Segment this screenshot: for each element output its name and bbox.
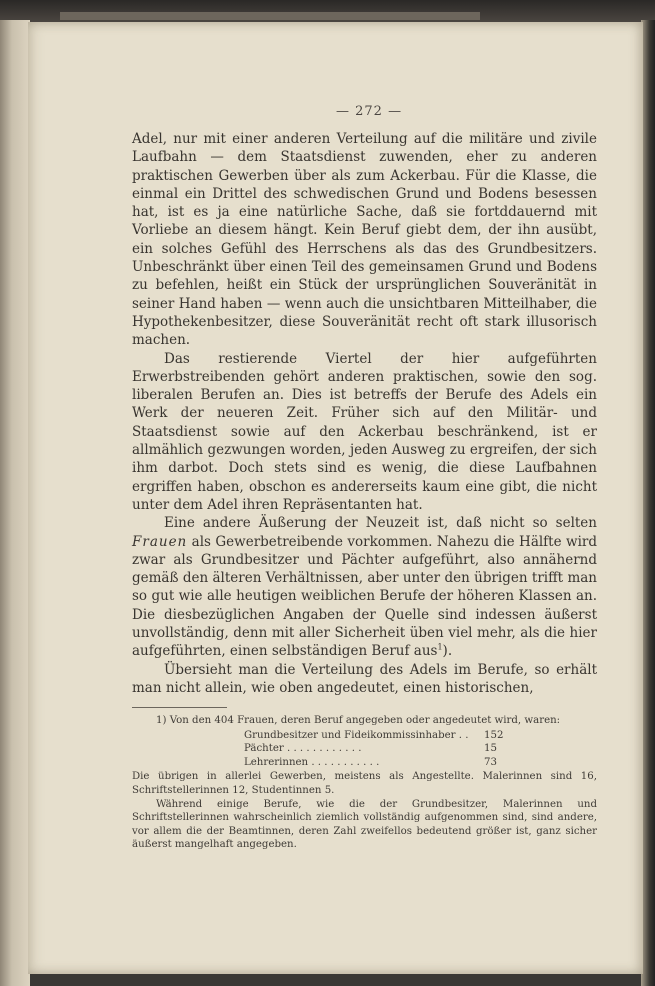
footnote-row-value: 152 [484,729,504,741]
footnote-paragraph-2: Während einige Berufe, wie die der Grundbesitzer, Malerinnen und Schriftstellerinnen wahrscheinlich ziemlich vollständig aufgenommen sind, sind andere, vor allem die der Beamtinnen, deren Zahl zweifellos bedeutend größer ist, ganz sicher äußerst mangelhaft angegeben. [132,798,597,851]
footnote-rest: Die übrigen in allerlei Gewerben, meistens als Angestellte. Malerinnen sind 16, Schriftstellerinnen 12, Studentinnen 5. [132,771,597,796]
paragraph-3-end: ). [442,643,453,660]
emphasis-frauen: Frauen [132,533,188,550]
footnote-reference[interactable]: 1 [437,642,443,652]
paragraph-4: Übersieht man die Verteilung des Adels im Berufe, so erhält man nicht allein, wie oben angedeutet, einen historischen, [132,661,597,696]
paragraph-2: Das restierende Viertel der hier aufgeführten Erwerbstreibenden gehört anderen praktischen, sowie den sog. liberalen Berufen an. Dies ist betreffs der Berufe des Adels ein Werk der neueren Zeit. Früher sich auf den Militär- und Staatsdienst sowie auf den Ackerbau beschränkend, ist er allmählich gezwungen worden, jeden Ausweg zu ergreifen, der sich ihm darbot. Doch stets sind es wenig, die diese Laufbahnen ergriffen haben, obschon es andererseits kaum eine gibt, die nicht unter dem Adel ihren Repräsentanten hat. [132,350,597,513]
footnote-table [244,729,597,770]
book-gutter-left [0,20,30,986]
footnote-row-value: 73 [484,756,497,768]
footnote-row-label: Pächter . . . . . . . . . . . . [244,743,362,755]
paragraph-1: Adel, nur mit einer anderen Verteilung auf die militäre und zivile Laufbahn — dem Staatsdienst zuwenden, eher zu anderen praktischen Gewerben über als zum Ackerbau. Für die Klasse, die einmal ein Drittel des schwedischen Grund und Bodens besessen hat, ist es ja eine natürliche Sache, daß sie fortddauernd mit Vorliebe an diesem hängt. Kein Beruf giebt dem, der ihn ausübt, ein solches Gefühl des Herrschens als das des Grundbesitzers. Unbeschränkt über einen Teil des gemeinsamen Grund und Bodens zu befehlen, heißt ein Stück der ursprünglichen Souveränität in seiner Hand haben — wenn auch die unsichtbaren Mitteilhaber, die Hypothekenbesitzer, diese Souveränität recht oft stark illusorisch machen. [132,131,597,349]
footnote-row [244,756,514,770]
paragraph-3 [132,514,597,660]
page-number: — 272 — [336,104,403,119]
scan-top-edge [0,0,655,22]
book-edge-right [641,20,655,986]
footnote-row [244,729,514,743]
scan-strip [60,12,480,20]
paragraph-3-middle: als Gewerbetreibende vorkommen. Nahezu die Hälfte wird zwar als Grundbesitzer und Pächter aufgeführt, also annähernd gemäß den älteren Verhältnissen, aber unter den übrigen trifft man so gut wie alle heutigen weiblichen Berufe der höheren Klassen an. Die diesbezüglichen Angaben der Quelle sind indessen äußerst unvollständig, denn mit aller Sicherheit üben viel mehr, als die hier aufgeführten, einen selbständigen Beruf aus [132,533,597,660]
footnote-intro: 1) Von den 404 Frauen, deren Beruf angegeben oder angedeutet wird, waren: [156,715,561,726]
body-text [132,130,597,697]
footnote-row-label: Grundbesitzer und Fideikommissinhaber . . [244,729,469,741]
footnote-row [244,742,514,756]
paragraph-3-start: Eine andere Äußerung der Neuzeit ist, daß nicht so selten [164,515,597,532]
footnote-divider [132,707,227,708]
footnote-row-value: 15 [484,743,497,755]
footnote [132,714,597,852]
footnote-row-label: Lehrerinnen . . . . . . . . . . . [244,756,380,768]
